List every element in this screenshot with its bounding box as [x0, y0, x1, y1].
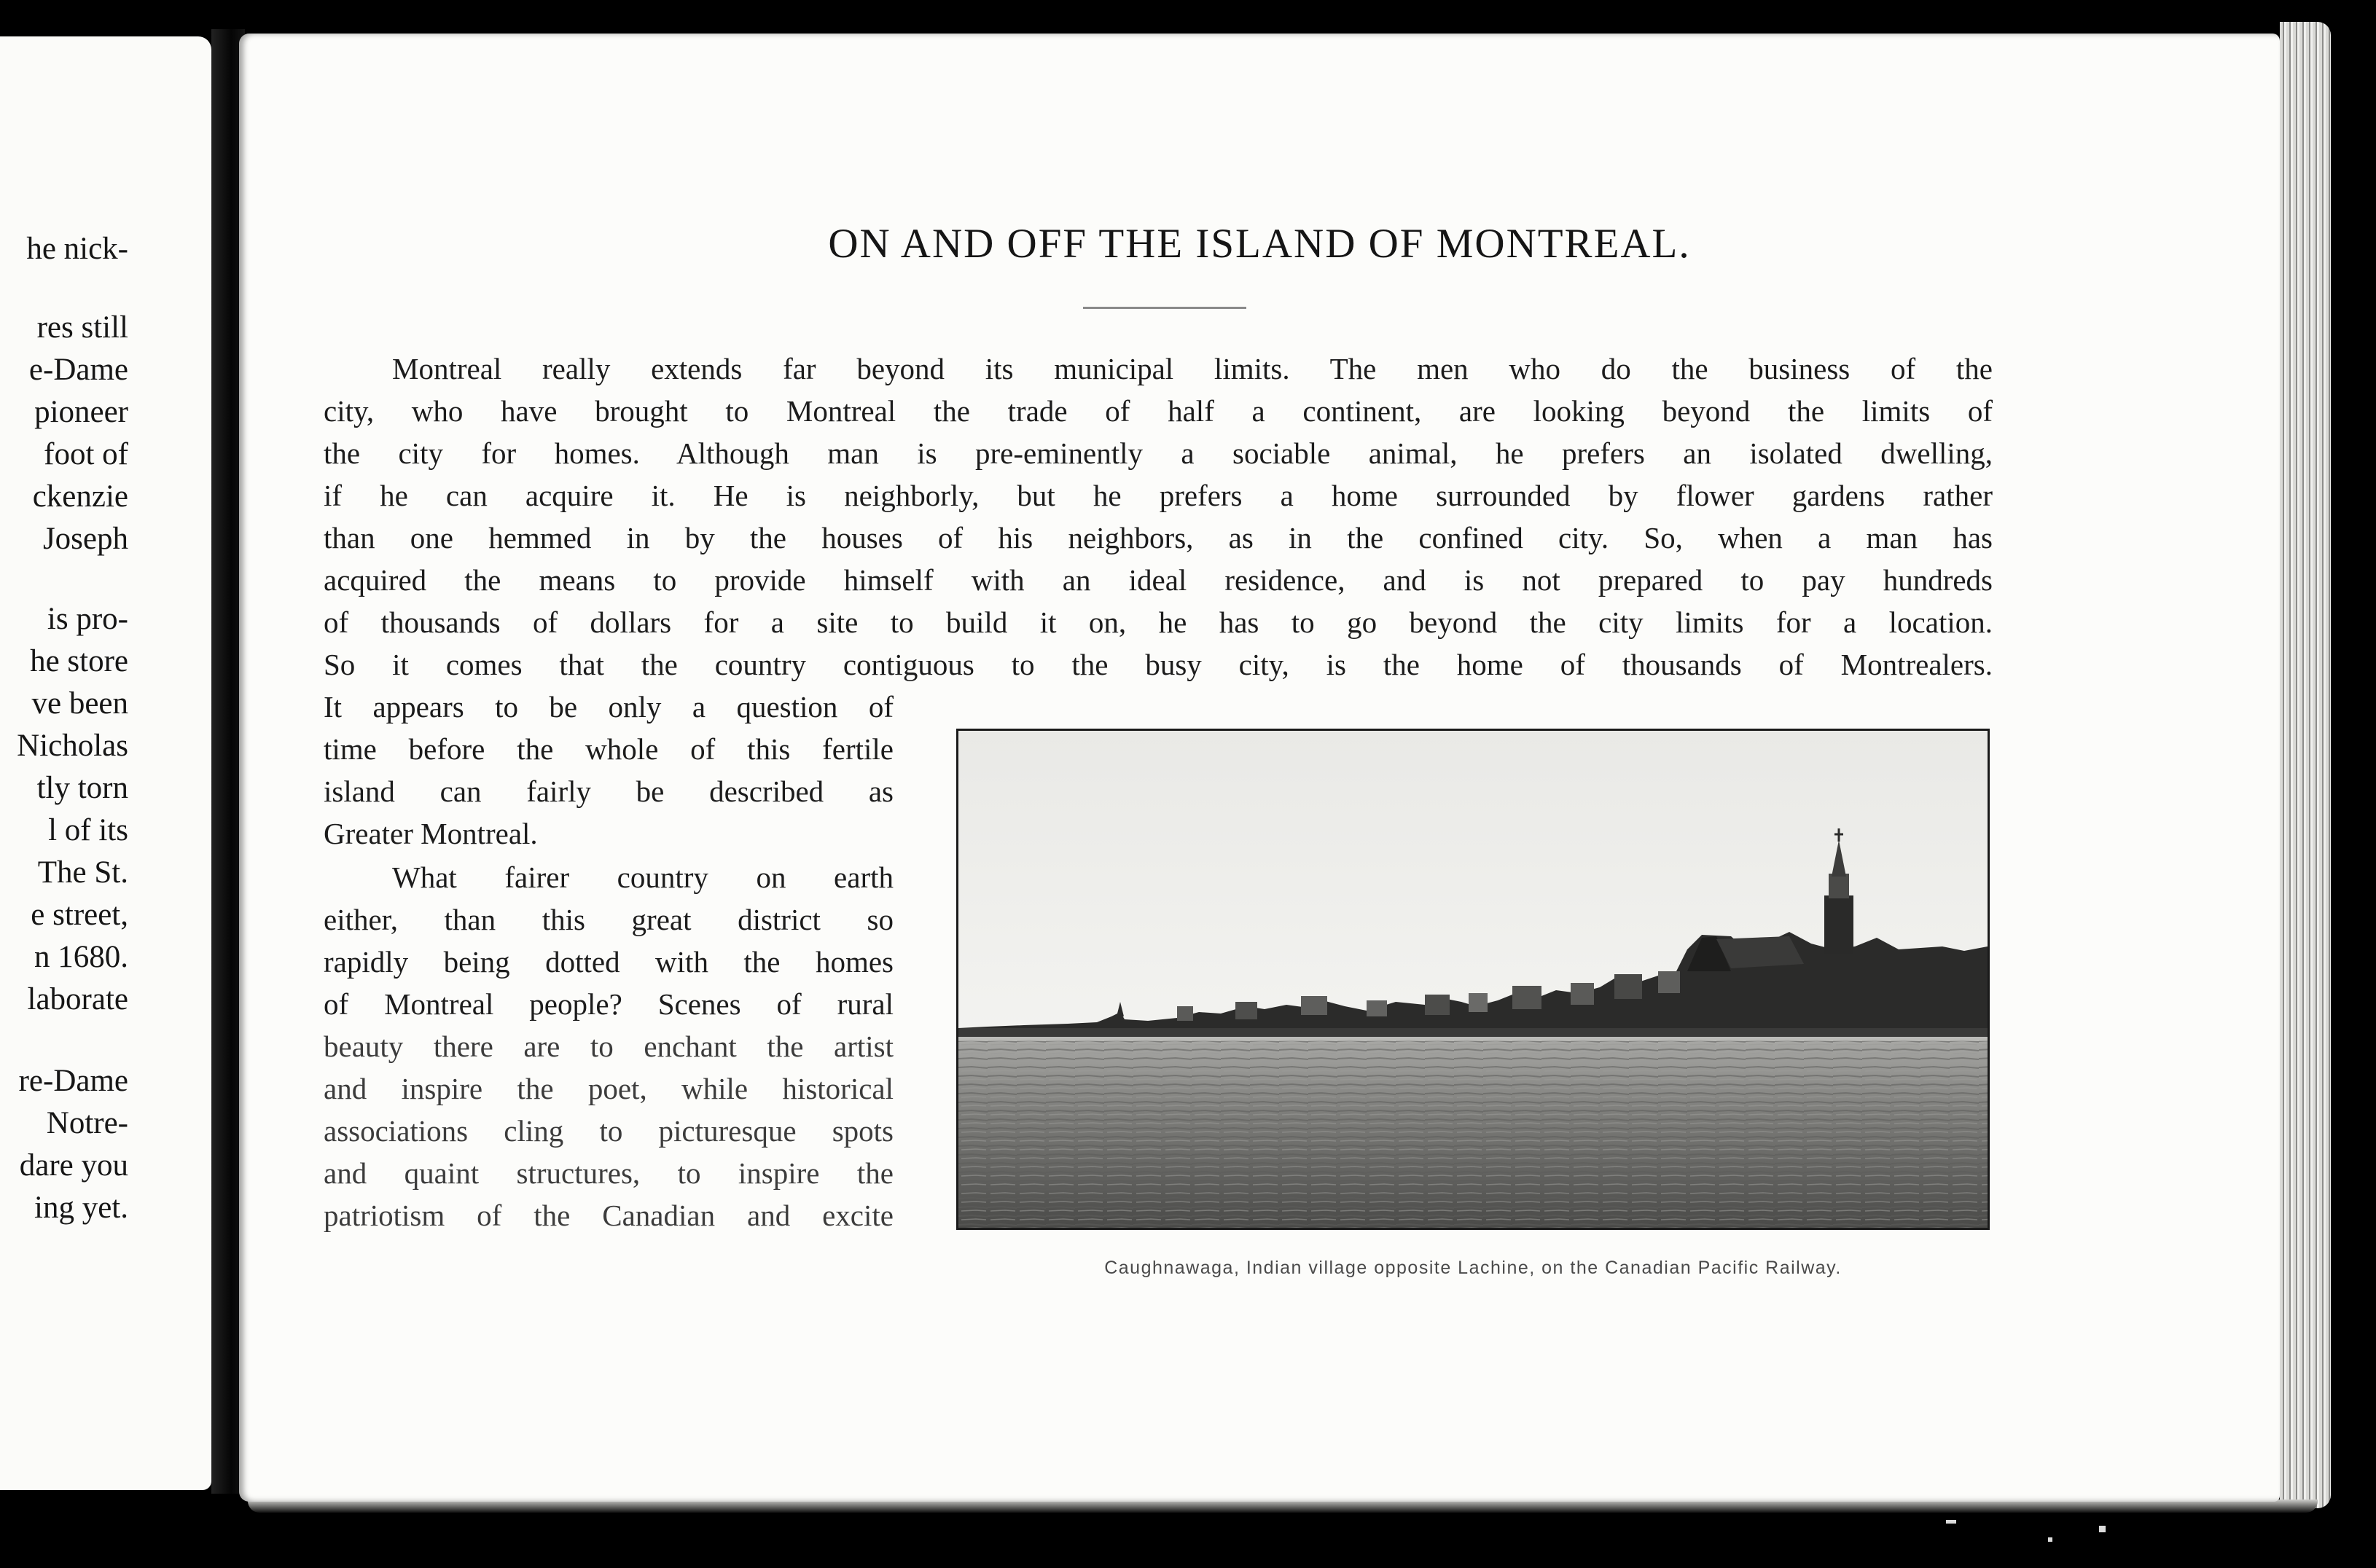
- left-page-line: res still: [36, 310, 128, 345]
- column-line: either, than this great district so: [324, 903, 894, 936]
- left-page-text: [0, 36, 211, 1490]
- column-line: associations cling to picturesque spots: [324, 1114, 894, 1148]
- left-page-line: Notre-: [46, 1106, 128, 1140]
- left-page-line: The St.: [37, 855, 128, 890]
- right-page: [239, 34, 2280, 1502]
- page-title: ON AND OFF THE ISLAND OF MONTREAL.: [828, 221, 1691, 267]
- body-line: So it comes that the country contiguous to the busy city, is the home of thousands of Montrealers.: [324, 648, 1993, 681]
- column-line: Greater Montreal.: [324, 817, 538, 850]
- column-line: rapidly being dotted with the homes: [324, 945, 894, 979]
- body-line: the city for homes. Although man is pre-eminently a sociable animal, he prefers an isolated dwelling,: [324, 436, 1993, 470]
- photo-caption: Caughnawaga, Indian village opposite Lachine, on the Canadian Pacific Railway.: [1104, 1258, 1842, 1278]
- column-line: and quaint structures, to inspire the: [324, 1156, 894, 1190]
- column-line: beauty there are to enchant the artist: [324, 1030, 894, 1063]
- column-line: time before the whole of this fertile: [324, 732, 894, 766]
- column-line: patriotism of the Canadian and excite: [324, 1199, 894, 1232]
- left-page-line: Nicholas: [17, 729, 128, 763]
- title-rule: [1083, 307, 1246, 309]
- left-page-line: laborate: [27, 982, 128, 1016]
- body-line: of thousands of dollars for a site to build it on, he has to go beyond the city limits for a location.: [324, 605, 1993, 639]
- column-line: and inspire the poet, while historical: [324, 1072, 894, 1105]
- scan-dust: [1946, 1520, 1956, 1524]
- left-page-line: is pro-: [47, 602, 128, 636]
- body-line: Montreal really extends far beyond its municipal limits. The men who do the business of the: [392, 352, 1993, 385]
- left-page-line: e street,: [31, 898, 128, 932]
- column-line: of Montreal people? Scenes of rural: [324, 987, 894, 1021]
- left-page-line: e-Dame: [28, 353, 128, 387]
- left-page-line: ckenzie: [32, 479, 128, 514]
- village-photograph: [956, 729, 1990, 1230]
- left-page-line: he store: [30, 644, 128, 678]
- left-page-line: foot of: [44, 437, 128, 471]
- page-edges: [2280, 22, 2331, 1508]
- left-page-line: n 1680.: [34, 940, 128, 974]
- left-page-line: dare you: [19, 1148, 128, 1183]
- body-line: if he can acquire it. He is neighborly, but he prefers a home surrounded by flower gardens rather: [324, 479, 1993, 512]
- left-page-line: tly torn: [36, 771, 128, 805]
- left-page-line: l of its: [48, 813, 128, 847]
- left-page-line: Joseph: [42, 522, 128, 556]
- column-line: It appears to be only a question of: [324, 690, 894, 724]
- body-line: acquired the means to provide himself with an ideal residence, and is not prepared to pay hundreds: [324, 563, 1993, 597]
- left-page: [0, 36, 211, 1490]
- body-line: city, who have brought to Montreal the trade of half a continent, are looking beyond the limits of: [324, 394, 1993, 428]
- column-line: island can fairly be described as: [324, 775, 894, 808]
- column-line: What fairer country on earth: [392, 861, 894, 894]
- left-page-line: pioneer: [34, 395, 128, 429]
- left-page-line: he nick-: [26, 232, 128, 266]
- left-page-line: ve been: [31, 686, 128, 721]
- scan-dust: [2048, 1537, 2052, 1542]
- scan-dust: [2099, 1526, 2106, 1532]
- left-page-line: re-Dame: [18, 1064, 128, 1098]
- left-page-line: ing yet.: [34, 1191, 128, 1225]
- body-line: than one hemmed in by the houses of his neighbors, as in the confined city. So, when a man has: [324, 521, 1993, 554]
